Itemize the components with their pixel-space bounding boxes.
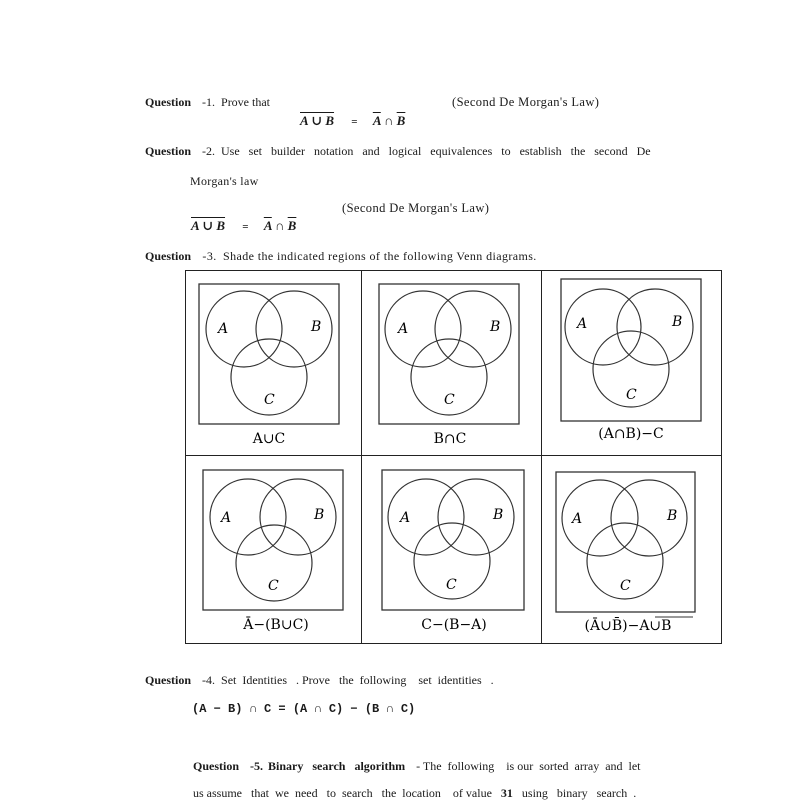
question-4-text: Set Identities . Prove the following set identities . — [221, 673, 494, 687]
question-4-line — [145, 673, 494, 688]
question-2-number: -2. — [202, 144, 216, 158]
diagram-caption: Ā−(B∪C) — [243, 617, 309, 633]
diagram-caption: A∪C — [252, 431, 286, 447]
question-5-line-2 — [193, 786, 636, 801]
eq1-a: $\overline{A}$ — [372, 113, 381, 128]
label-a: A — [400, 510, 411, 526]
label-b: B — [314, 507, 325, 523]
question-1-equation — [300, 113, 405, 129]
question-4-label: Question — [145, 673, 192, 687]
label-c: C — [620, 578, 631, 594]
question-5-text-2a: us assume that we need to search the location of value — [193, 786, 492, 800]
circle-a — [385, 291, 461, 367]
circle-b — [260, 479, 336, 555]
label-c: C — [264, 392, 275, 408]
eq2-left: A ∪ B — [191, 218, 226, 233]
question-2-text: Use set builder notation and logical equivalences to establish the second De — [221, 144, 651, 158]
label-a: A — [221, 510, 232, 526]
venn-diagram — [362, 271, 541, 455]
question-5-title: Binary search algorithm — [268, 759, 406, 773]
eq1-b: $\overline{B}$ — [396, 113, 406, 128]
venn-diagram — [186, 271, 361, 455]
question-2-law-note: (Second De Morgan's Law) — [342, 201, 490, 215]
question-1-text: Prove that — [221, 95, 271, 109]
eq1-left: A ∪ B — [300, 113, 335, 128]
label-a: A — [572, 511, 583, 527]
question-2-equation — [191, 218, 296, 234]
set-identity: (A − B) ∩ C = (A ∩ C) − (B ∩ C) — [192, 702, 416, 716]
question-3-line — [145, 249, 537, 264]
eq2-a: $\overline{A}$ — [263, 218, 272, 233]
question-5-text: - The following is our sorted array and let — [416, 759, 641, 773]
question-2-text-continued: Morgan's law — [190, 174, 259, 188]
question-1-law-note: (Second De Morgan's Law) — [452, 95, 600, 109]
diagram-caption: B∩C — [433, 431, 467, 447]
label-a: A — [577, 316, 588, 332]
question-2-label: Question — [145, 144, 192, 158]
label-b: B — [490, 319, 501, 335]
question-1-number: -1. — [202, 95, 216, 109]
label-a: A — [398, 321, 409, 337]
question-3-label: Question — [145, 249, 192, 263]
label-c: C — [626, 387, 637, 403]
label-b: B — [672, 314, 683, 330]
eq2-b: $\overline{B}$ — [287, 218, 297, 233]
eq2-cap: ∩ — [275, 218, 285, 233]
label-b: B — [493, 507, 504, 523]
question-2-line — [145, 144, 651, 159]
question-3-number: -3. — [202, 249, 217, 263]
eq1-sign: = — [351, 116, 358, 128]
question-5-number: -5. — [250, 759, 264, 773]
venn-diagram — [362, 456, 541, 643]
venn-diagram — [542, 456, 721, 643]
label-b: B — [667, 508, 678, 524]
label-c: C — [446, 577, 457, 593]
label-c: C — [444, 392, 455, 408]
diagram-caption: (Ā∪B̄)−A∪B — [584, 618, 672, 634]
venn-diagram — [542, 271, 721, 455]
question-5-line — [193, 759, 641, 774]
venn-diagram-table — [185, 270, 722, 644]
question-1-line — [145, 95, 270, 110]
label-c: C — [268, 578, 279, 594]
question-5-value: 31 — [500, 786, 513, 800]
diagram-caption: (A∩B)−C — [598, 426, 664, 442]
diagram-caption: C−(B−A) — [421, 617, 487, 633]
question-4-number: -4. — [202, 673, 216, 687]
label-a: A — [218, 321, 229, 337]
eq2-sign: = — [242, 221, 249, 233]
question-5-text-2b: using binary search . — [521, 786, 637, 800]
venn-diagram — [186, 456, 361, 643]
eq1-cap: ∩ — [384, 113, 394, 128]
question-5-label: Question — [193, 759, 240, 773]
question-1-label: Question — [145, 95, 192, 109]
label-b: B — [311, 319, 322, 335]
question-3-text: Shade the indicated regions of the following Venn diagrams. — [223, 249, 537, 263]
